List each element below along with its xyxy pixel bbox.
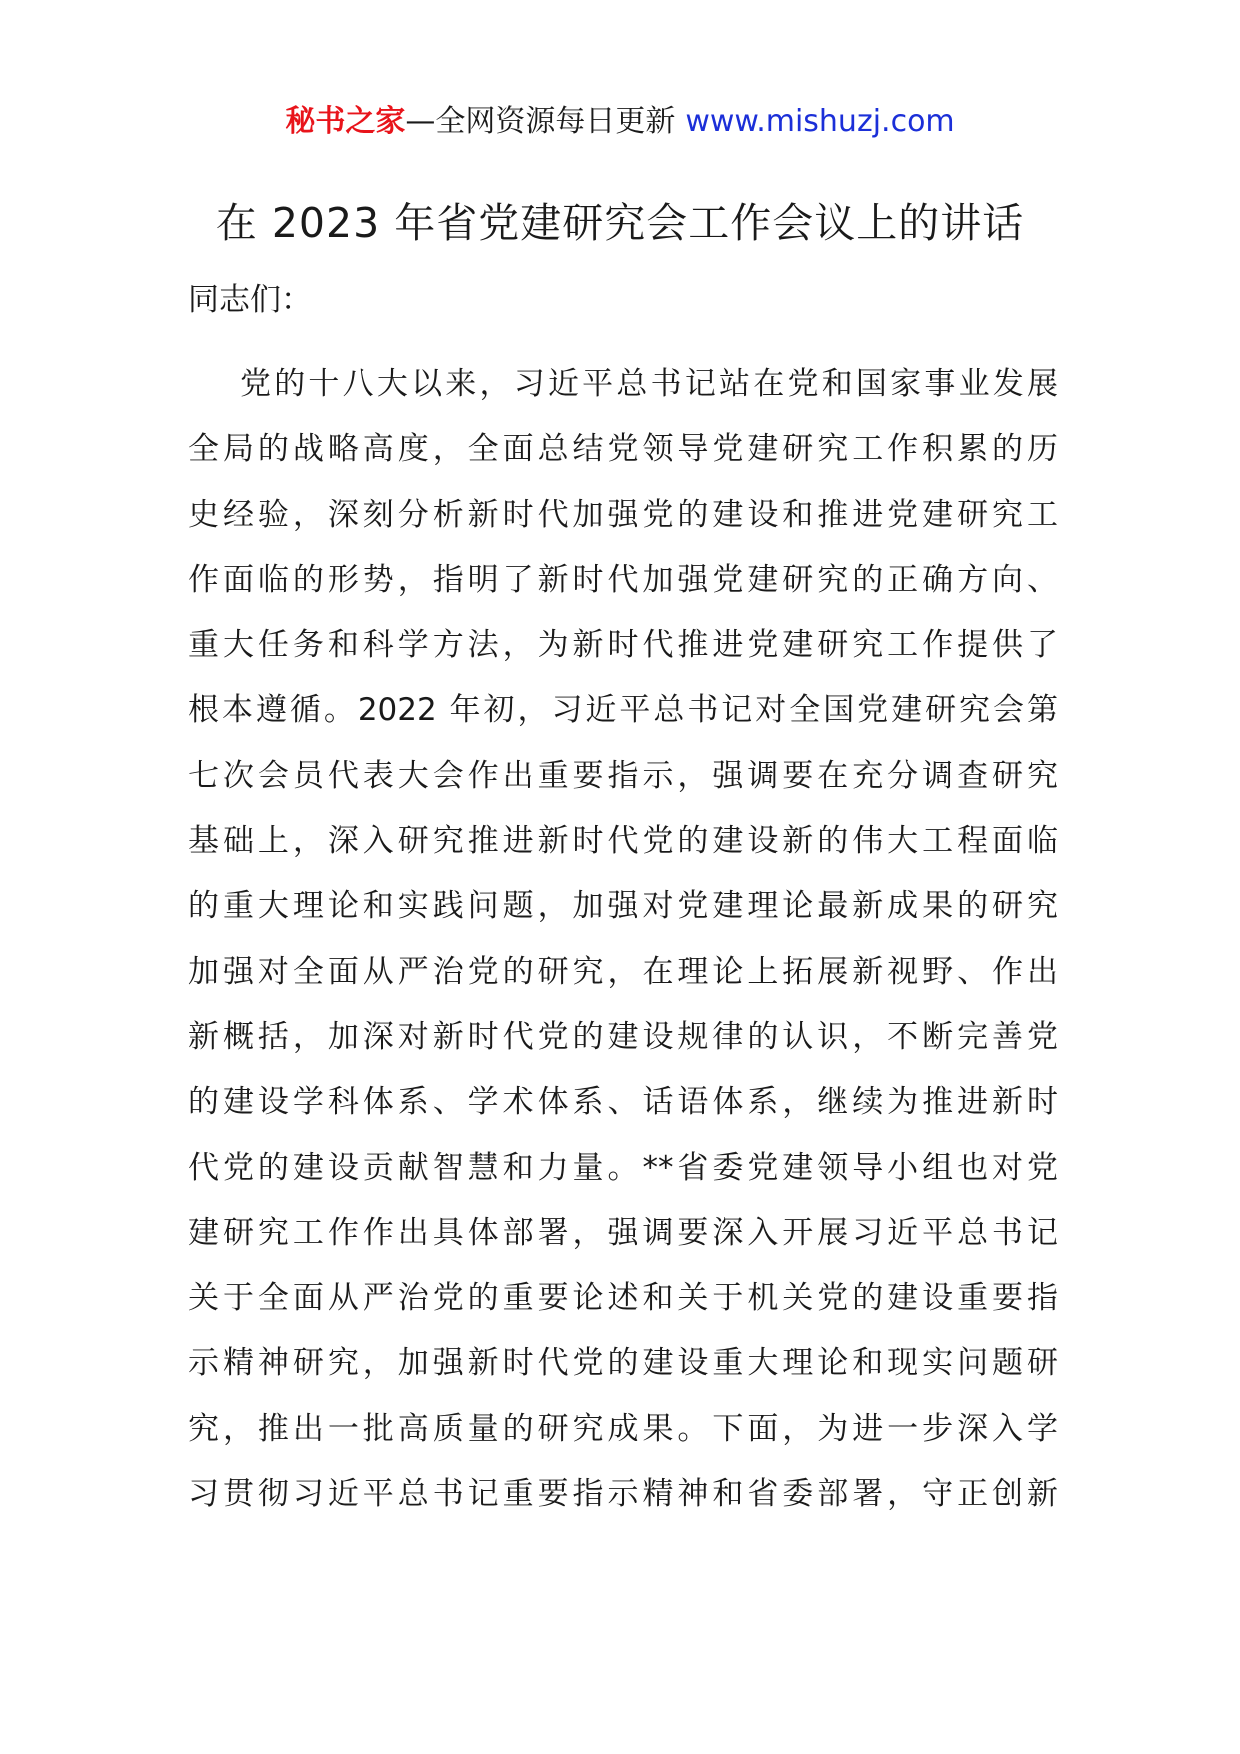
paragraph-line: 加强对全面从严治党的研究，在理论上拓展新视野、作出 bbox=[188, 953, 1058, 990]
paragraph-line: 习贯彻习近平总书记重要指示精神和省委部署，守正创新 bbox=[188, 1476, 1058, 1513]
paragraph-line: 根本遵循。2022 年初，习近平总书记对全国党建研究会第 bbox=[188, 692, 1058, 729]
paragraph-line: 建研究工作作出具体部署，强调要深入开展习近平总书记 bbox=[188, 1214, 1058, 1251]
paragraph-line: 基础上，深入研究推进新时代党的建设新的伟大工程面临 bbox=[188, 823, 1058, 860]
paragraph-line: 作面临的形势，指明了新时代加强党建研究的正确方向、 bbox=[188, 561, 1058, 598]
site-url-link[interactable]: www.mishuzj.com bbox=[685, 104, 955, 139]
paragraph-line: 示精神研究，加强新时代党的建设重大理论和现实问题研 bbox=[188, 1345, 1058, 1382]
paragraph-line: 党的十八大以来，习近平总书记站在党和国家事业发展 bbox=[240, 366, 1058, 402]
site-header bbox=[0, 100, 1240, 144]
paragraph-line: 七次会员代表大会作出重要指示，强调要在充分调查研究 bbox=[188, 757, 1058, 794]
document-title: 在 2023 年省党建研究会工作会议上的讲话 bbox=[215, 199, 1025, 247]
paragraph-line: 关于全面从严治党的重要论述和关于机关党的建设重要指 bbox=[188, 1280, 1058, 1317]
paragraph-line: 全局的战略高度，全面总结党领导党建研究工作积累的历 bbox=[188, 431, 1058, 468]
paragraph-line: 的建设学科体系、学术体系、话语体系，继续为推进新时 bbox=[188, 1084, 1058, 1121]
salutation: 同志们： bbox=[188, 282, 312, 318]
paragraph-line: 代党的建设贡献智慧和力量。**省委党建领导小组也对党 bbox=[188, 1149, 1058, 1186]
paragraph-line: 究，推出一批高质量的研究成果。下面，为进一步深入学 bbox=[188, 1410, 1058, 1447]
paragraph-line: 的重大理论和实践问题，加强对党建理论最新成果的研究 bbox=[188, 888, 1058, 925]
paragraph-line: 重大任务和科学方法，为新时代推进党建研究工作提供了 bbox=[188, 627, 1058, 664]
paragraph-line: 史经验，深刻分析新时代加强党的建设和推进党建研究工 bbox=[188, 496, 1058, 533]
header-dash: — bbox=[405, 104, 436, 139]
paragraph-line: 新概括，加深对新时代党的建设规律的认识，不断完善党 bbox=[188, 1018, 1058, 1055]
site-brand: 秘书之家 bbox=[285, 104, 406, 139]
body-paragraph bbox=[188, 362, 1058, 1537]
site-tagline: 全网资源每日更新 bbox=[435, 104, 676, 139]
